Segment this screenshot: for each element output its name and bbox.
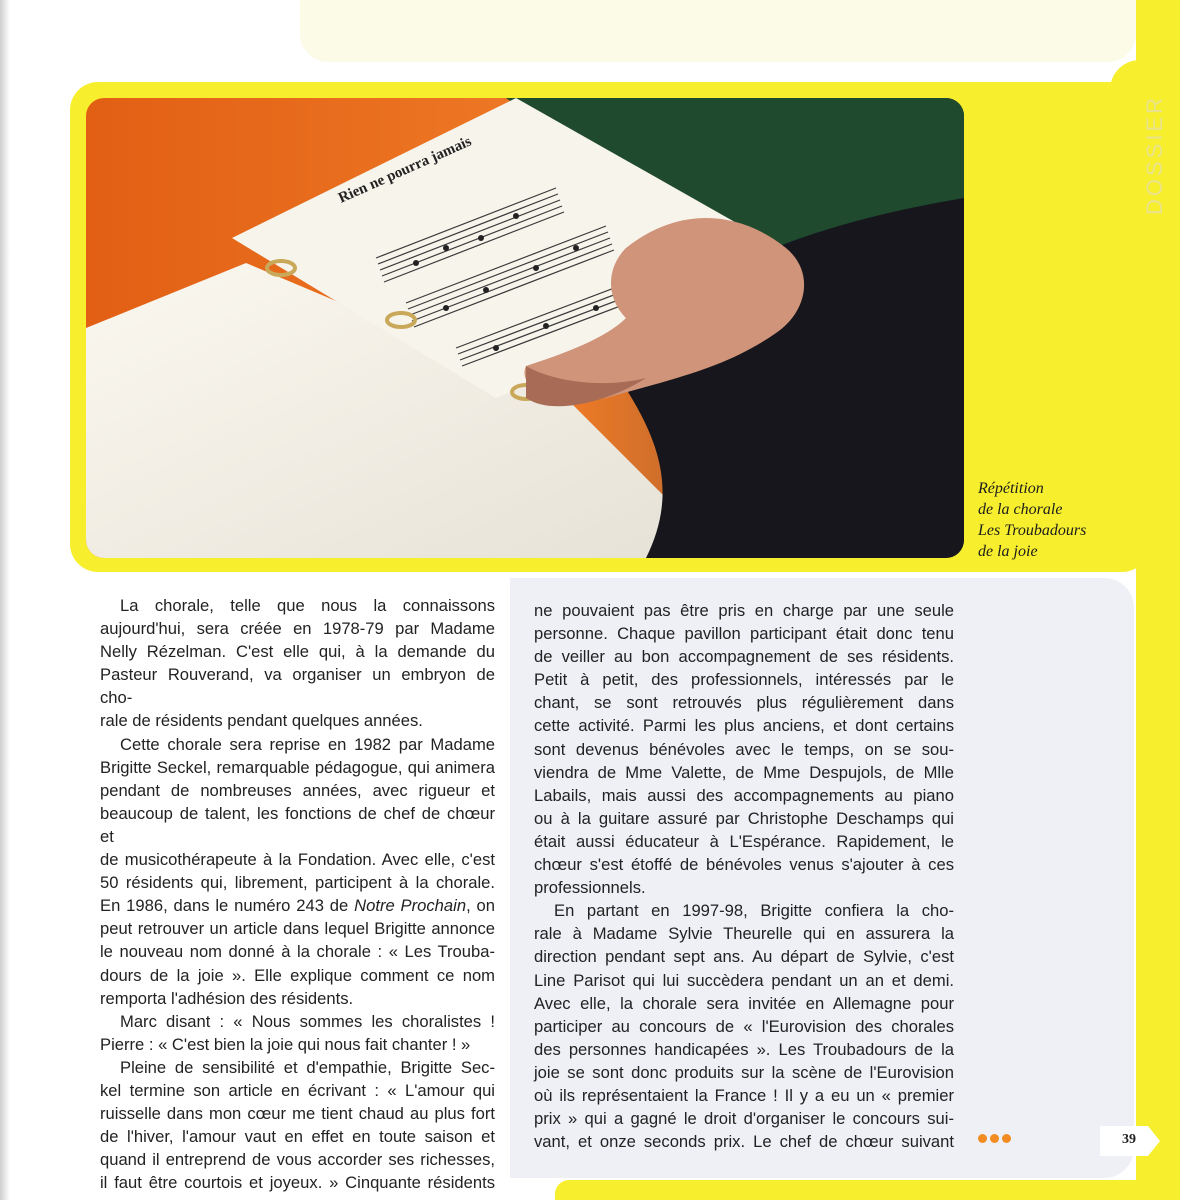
text-line: Labails, mais aussi des accompagnements au piano [534,785,954,805]
text-line: Pleine de sensibilité et d'empathie, Brigitte Sec- [120,1057,495,1077]
text-line: Pierre : « C'est bien la joie qui nous fait chanter ! » [100,1034,471,1054]
text-line: Avec elle, la chorale sera invitée en Allemagne pour [534,993,954,1013]
choir-rehearsal-photo [86,98,964,558]
text-line: Line Parisot qui lui succèdera pendant un an et demi. [534,970,954,990]
article-column-right [534,599,954,1153]
publication-title: Notre Prochain [354,896,467,916]
text-line: Nelly Rézelman. C'est elle qui, à la demande du [100,642,495,662]
text-line: sont devenus bénévoles avec le temps, on se sou- [534,739,954,759]
text-line: peut retrouver un article dans lequel Brigitte annonce [100,919,495,939]
photo-caption [978,478,1128,562]
text-line: était aussi éducateur à L'Espérance. Rapidement, le [534,831,954,851]
text-line: quand il entreprend de vous accorder ses richesses, [100,1150,495,1170]
text-line: direction pendant sept ans. Au départ de Sylvie, c'est [534,947,954,967]
text-line: chœur s'est étoffé de bénévoles venus s'ajouter à ces [534,855,954,875]
dot-icon [990,1134,999,1143]
text-segment: , on [466,896,495,916]
text-line: ou à la guitare assuré par Christophe Deschamps qui [534,808,954,828]
text-line: rale à Madame Sylvie Theurelle qui en assurera la [534,924,954,944]
text-line: le nouveau nom donné à la chorale : « Les Trouba- [100,942,495,962]
article-column-left [100,594,495,1194]
text-line: vant, et onze seconds prix. Le chef de chœur suivant [534,1132,954,1152]
text-line: où ils représentaient la France ! Il y a eu un « premier [534,1085,954,1105]
decorative-dots [978,1134,1011,1143]
text-line: remporta l'adhésion des résidents. [100,988,354,1008]
caption-line: de la chorale [978,501,1063,518]
top-pale-block [300,0,1136,62]
caption-line: Les Troubadours [978,522,1087,539]
text-line: joie se sont donc produits sur la scène de l'Eurovision [534,1062,954,1082]
paragraph [100,594,495,617]
text-line: La chorale, telle que nous la connaissons [120,596,495,615]
text-line: cette activité. Parmi les plus anciens, et dont certains [534,716,954,736]
text-line: prix » qui a gagné le droit d'organiser le concours sui- [534,1109,954,1129]
text-line: beaucoup de talent, les fonctions de chef de chœur et [100,803,495,846]
text-line: dours de la joie ». Elle explique comment ce nom [100,965,495,985]
text-segment: En 1986, dans le numéro 243 de [100,896,355,916]
text-line: Brigitte Seckel, remarquable pédagogue, qui animera [100,757,495,777]
text-line: 50 résidents qui, librement, participent à la chorale. [100,873,495,893]
text-line: pendant de nombreuses années, avec rigueur et [100,780,495,800]
text-line: viendra de Mme Valette, de Mme Despujols, de Mlle [534,762,954,782]
text-line: ne pouvaient pas être pris en charge par une seule [534,601,954,620]
text-line [100,894,495,917]
text-line: rale de résidents pendant quelques années. [100,711,423,731]
text-line: ruisselle dans mon cœur me tient chaud au plus fort [100,1104,495,1124]
dot-icon [978,1134,987,1143]
text-line: de l'hiver, l'amour vaut en effet en toute saison et [100,1127,495,1147]
text-line: Pasteur Rouverand, va organiser un embryon de cho- [100,665,495,708]
page-number: 39 [1122,1132,1136,1147]
paragraph [100,1056,495,1079]
side-section-tab: DOSSIER [1142,94,1167,216]
caption-line: de la joie [978,543,1038,560]
bottom-yellow-strip [555,1180,1180,1200]
dot-icon [1002,1134,1011,1143]
text-line: participer au concours de « l'Eurovision des chorales [534,1016,954,1036]
caption-line: Répétition [978,480,1044,497]
text-line: En partant en 1997-98, Brigitte confiera la cho- [554,901,954,921]
text-line: des personnes handicapées ». Les Troubadours de la [534,1039,954,1059]
photo-illustration [86,98,964,558]
text-line: Petit à petit, des professionnels, intéressés par le [534,670,954,690]
paragraph [100,1010,495,1033]
text-line: professionnels. [534,878,646,898]
binding-shadow [0,0,10,1200]
text-line: aujourd'hui, sera créée en 1978-79 par Madame [100,619,495,639]
text-line: Marc disant : « Nous sommes les choralistes ! [120,1011,495,1031]
text-line: il faut être courtois et joyeux. » Cinquante résidents [100,1173,495,1193]
text-line: kel termine son article en écrivant : « L'amour qui [100,1080,495,1100]
text-line: de veiller au bon accompagnement de ses résidents. [534,647,954,667]
sheet-title: Rien ne pourra jamais [336,133,474,207]
paragraph [100,733,495,756]
paragraph [534,899,954,922]
text-line: Cette chorale sera reprise en 1982 par Madame [120,734,495,754]
text-line: personne. Chaque pavillon participant était donc tenu [534,624,954,644]
text-line: de musicothérapeute à la Fondation. Avec elle, c'est [100,850,495,870]
text-line: chant, se sont retrouvés plus régulièrement dans [534,693,954,713]
